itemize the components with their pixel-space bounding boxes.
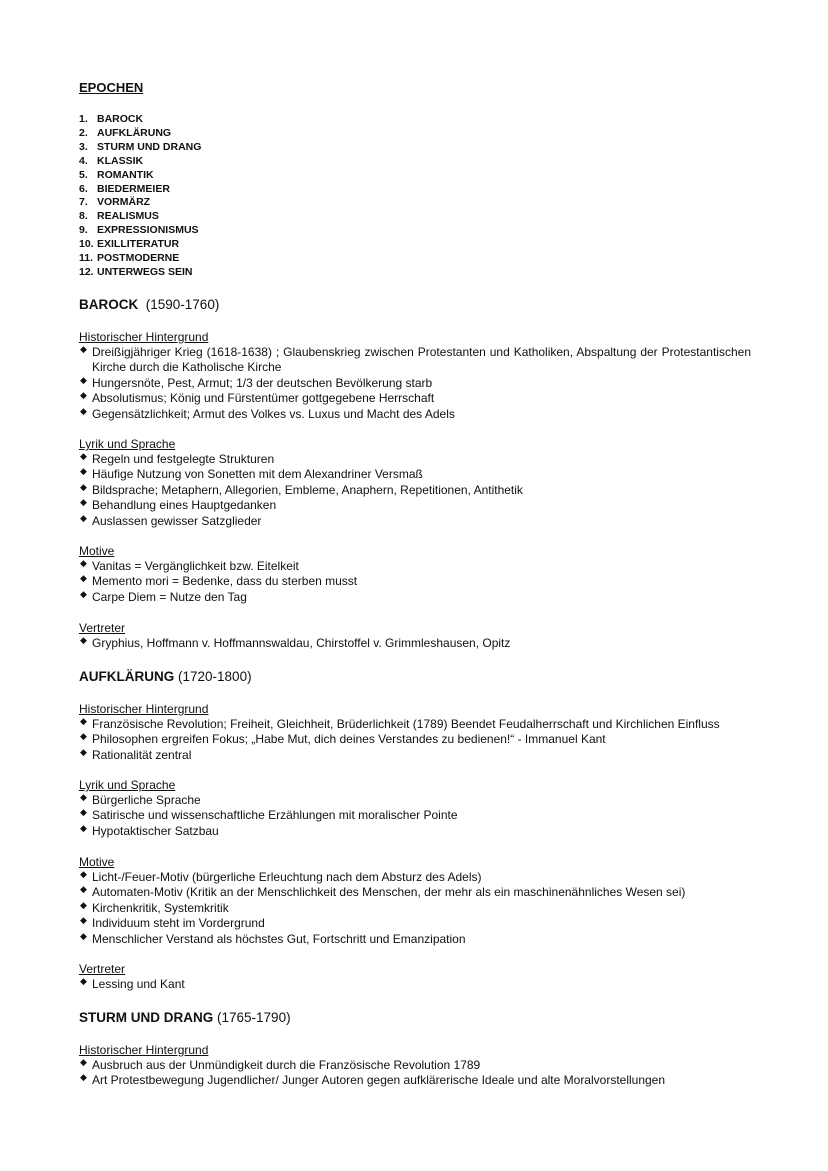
list-item: ◆ Menschlicher Verstand als höchstes Gut, Fortschritt und Emanzipation	[80, 930, 466, 946]
bullet-icon: ◆	[80, 746, 87, 757]
epoch-name: AUFKLÄRUNG	[79, 669, 175, 684]
bullet-icon: ◆	[80, 1072, 87, 1083]
section-label-lyrik: Lyrik und Sprache	[79, 778, 176, 792]
epoch-heading-sturm-und-drang	[79, 1009, 291, 1026]
bullet-icon: ◆	[80, 497, 87, 508]
bullet-icon: ◆	[80, 915, 87, 926]
list-item: ◆ Individuum steht im Vordergrund	[80, 915, 265, 931]
epoch-name: BAROCK	[79, 297, 139, 312]
bullet-list-historisch	[79, 345, 751, 422]
section-label-historisch: Historischer Hintergrund	[79, 1043, 209, 1057]
list-item: ◆ Häufige Nutzung von Sonetten mit dem Alexandriner Versmaß	[80, 466, 423, 482]
table-of-contents	[79, 113, 201, 280]
toc-item: 1. BAROCK	[79, 113, 144, 125]
toc-item: 10. EXILLITERATUR	[79, 238, 180, 251]
bullet-list-motive	[79, 870, 751, 947]
list-item: ◆ Art Protestbewegung Jugendlicher/ Junger Autoren gegen aufklärerische Ideale und alte Moralvorstellungen	[80, 1072, 666, 1088]
bullet-list-vertreter	[79, 636, 751, 651]
list-item: ◆ Regeln und festgelegte Strukturen	[80, 451, 275, 466]
list-item: ◆ Lessing und Kant	[80, 976, 185, 991]
list-item: ◆ Bürgerliche Sprache	[80, 792, 201, 807]
section-label-vertreter: Vertreter	[79, 621, 126, 635]
bullet-icon: ◆	[80, 512, 87, 523]
section-label-vertreter: Vertreter	[79, 962, 126, 976]
list-item: ◆ Absolutismus; König und Fürstentümer gottgegebene Herrschaft	[80, 390, 435, 406]
bullet-icon: ◆	[80, 635, 87, 645]
epoch-years: (1720-1800)	[178, 669, 252, 684]
bullet-icon: ◆	[80, 869, 87, 879]
bullet-icon: ◆	[80, 481, 87, 492]
document-title: EPOCHEN	[79, 80, 144, 95]
bullet-list-vertreter	[79, 977, 751, 992]
bullet-list-historisch	[79, 1058, 751, 1089]
epoch-name: STURM UND DRANG	[79, 1010, 214, 1025]
bullet-icon: ◆	[80, 792, 87, 802]
bullet-icon: ◆	[80, 930, 87, 941]
bullet-icon: ◆	[80, 405, 87, 416]
list-item: ◆ Carpe Diem = Nutze den Tag	[80, 588, 247, 604]
list-item: ◆ Ausbruch aus der Unmündigkeit durch die Französische Revolution 1789	[80, 1057, 481, 1072]
bullet-icon: ◆	[80, 558, 87, 568]
list-item: ◆ Gegensätzlichkeit; Armut des Volkes vs. Luxus und Macht des Adels	[80, 405, 455, 421]
section-label-motive: Motive	[79, 544, 115, 558]
bullet-list-lyrik	[79, 793, 751, 839]
bullet-list-historisch	[79, 717, 751, 763]
toc-item: 12. UNTERWEGS SEIN	[79, 265, 193, 278]
bullet-icon: ◆	[80, 731, 87, 742]
list-item: ◆ Gryphius, Hoffmann v. Hoffmannswaldau, Chirstoffel v. Grimmleshausen, Opitz	[80, 635, 511, 650]
bullet-icon: ◆	[80, 884, 87, 895]
section-label-lyrik: Lyrik und Sprache	[79, 437, 176, 451]
list-item: ◆ Bildsprache; Metaphern, Allegorien, Embleme, Anaphern, Repetitionen, Antithetik	[80, 481, 523, 497]
bullet-icon: ◆	[80, 976, 87, 986]
bullet-icon: ◆	[80, 807, 87, 818]
list-item: ◆ Auslassen gewisser Satzglieder	[80, 512, 262, 528]
bullet-icon: ◆	[80, 451, 87, 461]
list-item: ◆ Dreißigjähriger Krieg (1618-1638) ; Glaubenskrieg zwischen Protestanten und Katholiken, Abspaltung der Protestantischen Kirche durch die Katholische Kirche	[80, 344, 751, 375]
toc-item: 9. EXPRESSIONISMUS	[79, 224, 199, 237]
bullet-icon: ◆	[80, 390, 87, 401]
list-item: ◆ Philosophen ergreifen Fokus; „Habe Mut, dich deines Verstandes zu bedienen!“ - Immanuel Kant	[80, 731, 606, 747]
toc-item: 3. STURM UND DRANG	[79, 140, 202, 153]
list-item: ◆ Automaten-Motiv (Kritik an der Menschlichkeit des Menschen, der mehr als ein maschinenähnliches Wesen sei)	[80, 884, 686, 900]
bullet-icon: ◆	[80, 1057, 87, 1067]
list-item: ◆ Vanitas = Vergänglichkeit bzw. Eitelkeit	[80, 558, 299, 573]
list-item: ◆ Hungersnöte, Pest, Armut; 1/3 der deutschen Bevölkerung starb	[80, 374, 433, 390]
bullet-icon: ◆	[80, 899, 87, 910]
bullet-list-lyrik	[79, 452, 751, 529]
bullet-icon: ◆	[80, 588, 87, 599]
list-item: ◆ Behandlung eines Hauptgedanken	[80, 497, 277, 513]
toc-item: 11. POSTMODERNE	[79, 252, 180, 265]
list-item: ◆ Kirchenkritik, Systemkritik	[80, 899, 229, 915]
bullet-icon: ◆	[80, 573, 87, 584]
section-label-historisch: Historischer Hintergrund	[79, 702, 209, 716]
list-item: ◆ Satirische und wissenschaftliche Erzählungen mit moralischer Pointe	[80, 807, 458, 823]
toc-item: 7. VORMÄRZ	[79, 196, 151, 209]
epoch-heading-barock	[79, 296, 219, 313]
bullet-icon: ◆	[80, 374, 87, 385]
list-item: ◆ Hypotaktischer Satzbau	[80, 822, 219, 838]
list-item: ◆ Licht-/Feuer-Motiv (bürgerliche Erleuchtung nach dem Absturz des Adels)	[80, 869, 482, 884]
epoch-heading-aufklaerung	[79, 668, 252, 685]
bullet-icon: ◆	[80, 344, 87, 354]
toc-item: 8. REALISMUS	[79, 210, 159, 223]
epoch-years: (1590-1760)	[145, 297, 220, 312]
toc-item: 2. AUFKLÄRUNG	[79, 126, 172, 139]
list-item: ◆ Französische Revolution; Freiheit, Gleichheit, Brüderlichkeit (1789) Beendet Feudalherrschaft und Kirchlichen Einfluss	[80, 716, 720, 731]
toc-item: 6. BIEDERMEIER	[79, 182, 170, 195]
list-item: ◆ Memento mori = Bedenke, dass du sterben musst	[80, 573, 358, 589]
epoch-years: (1765-1790)	[217, 1010, 291, 1025]
section-label-historisch: Historischer Hintergrund	[79, 330, 209, 344]
toc-item: 5. ROMANTIK	[79, 168, 154, 181]
list-item: ◆ Rationalität zentral	[80, 746, 192, 762]
toc-item: 4. KLASSIK	[79, 154, 144, 167]
bullet-list-motive	[79, 559, 751, 605]
bullet-icon: ◆	[80, 822, 87, 833]
section-label-motive: Motive	[79, 855, 115, 869]
bullet-icon: ◆	[80, 716, 87, 726]
bullet-icon: ◆	[80, 466, 87, 477]
